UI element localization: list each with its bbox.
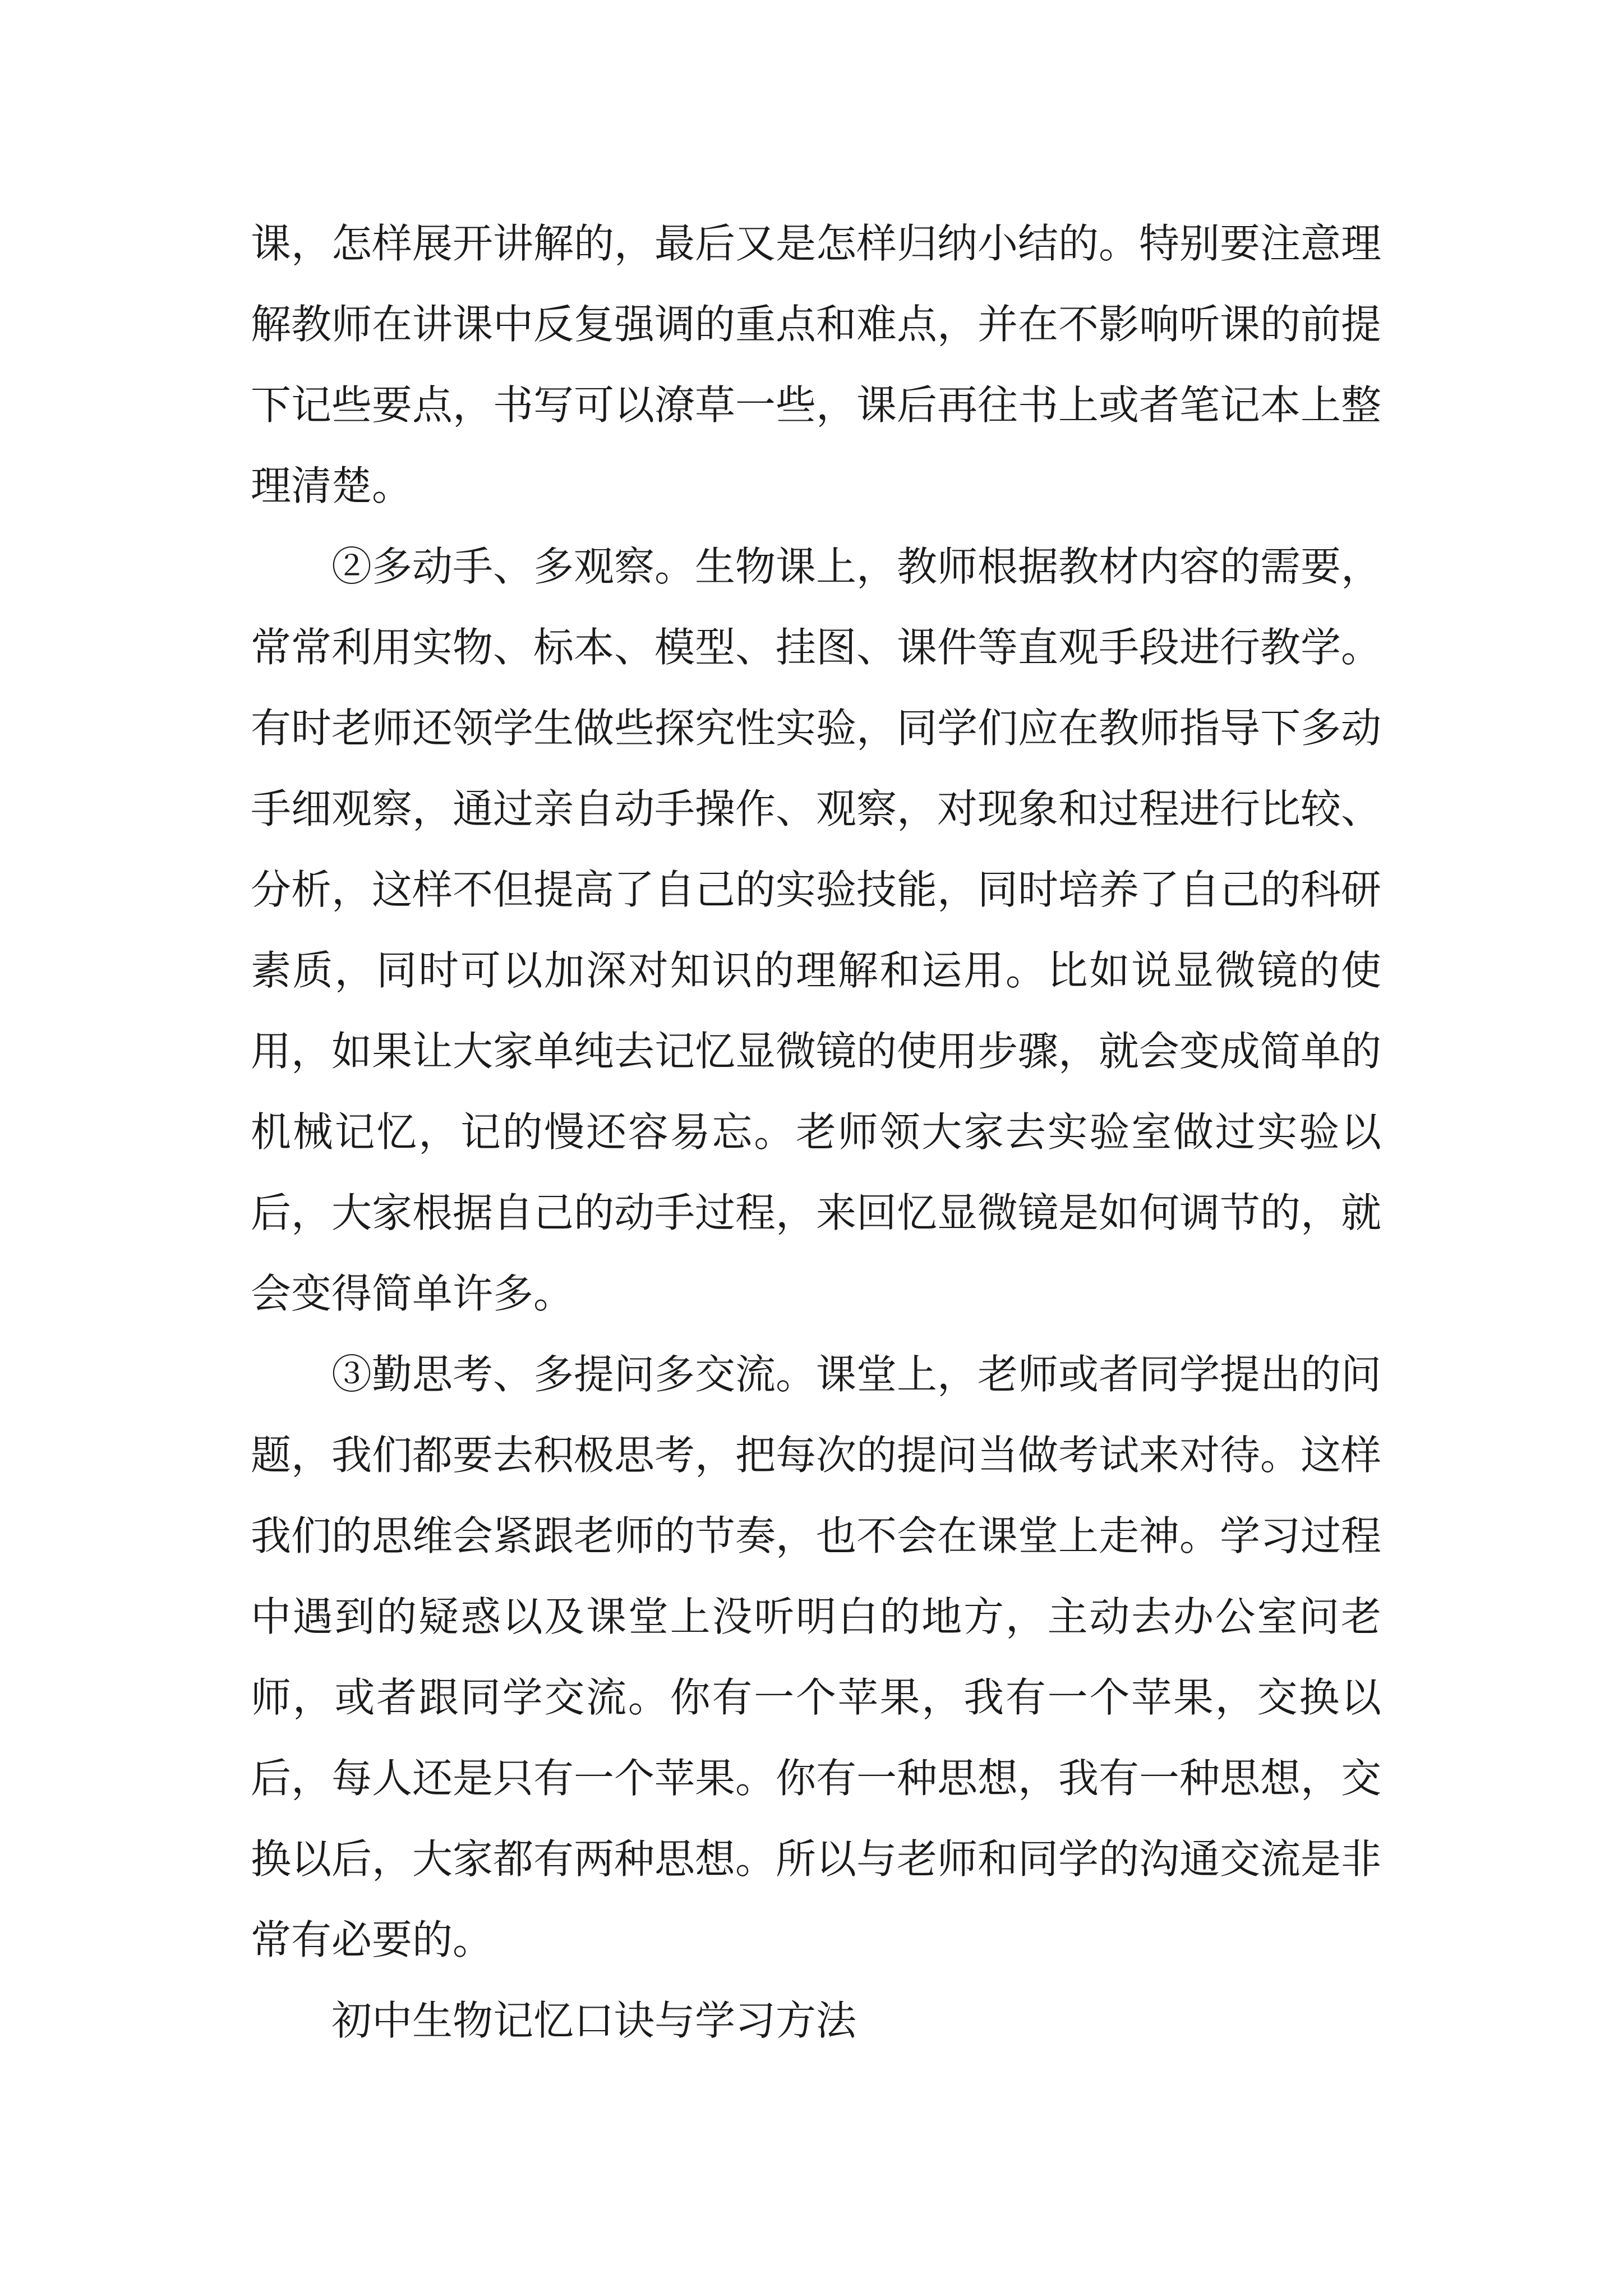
paragraph-continuation: 课，怎样展开讲解的，最后又是怎样归纳小结的。特别要注意理解教师在讲课中反复强调的重点和难点，并在不影响听课的前提下记些要点，书写可以潦草一些，课后再往书上或者笔记本上整理清楚。 <box>251 220 1382 509</box>
section-heading: 初中生物记忆口诀与学习方法 <box>331 1997 857 2044</box>
paragraph-point-3: ③勤思考、多提问多交流。课堂上，老师或者同学提出的问题，我们都要去积极思考，把每次的提问当做考试来对待。这样我们的思维会紧跟老师的节奏，也不会在课堂上走神。学习过程中遇到的疑惑以及课堂上没听明白的地方，主动去办公室问老师，或者跟同学交流。你有一个苹果，我有一个苹果，交换以后，每人还是只有一个苹果。你有一种思想，我有一种思想，交换以后，大家都有两种思想。所以与老师和同学的沟通交流是非常有必要的。 <box>251 1351 1382 1963</box>
paragraph-point-2: ②多动手、多观察。生物课上，教师根据教材内容的需要，常常利用实物、标本、模型、挂图、课件等直观手段进行教学。有时老师还领学生做些探究性实验，同学们应在教师指导下多动手细观察，通过亲自动手操作、观察，对现象和过程进行比较、分析，这样不但提高了自己的实验技能，同时培养了自己的科研素质，同时可以加深对知识的理解和运用。比如说显微镜的使用，如果让大家单纯去记忆显微镜的使用步骤，就会变成简单的机械记忆，记的慢还容易忘。老师领大家去实验室做过实验以后，大家根据自己的动手过程，来回忆显微镜是如何调节的，就会变得简单许多。 <box>251 543 1382 1317</box>
body-text <box>251 203 1381 2061</box>
